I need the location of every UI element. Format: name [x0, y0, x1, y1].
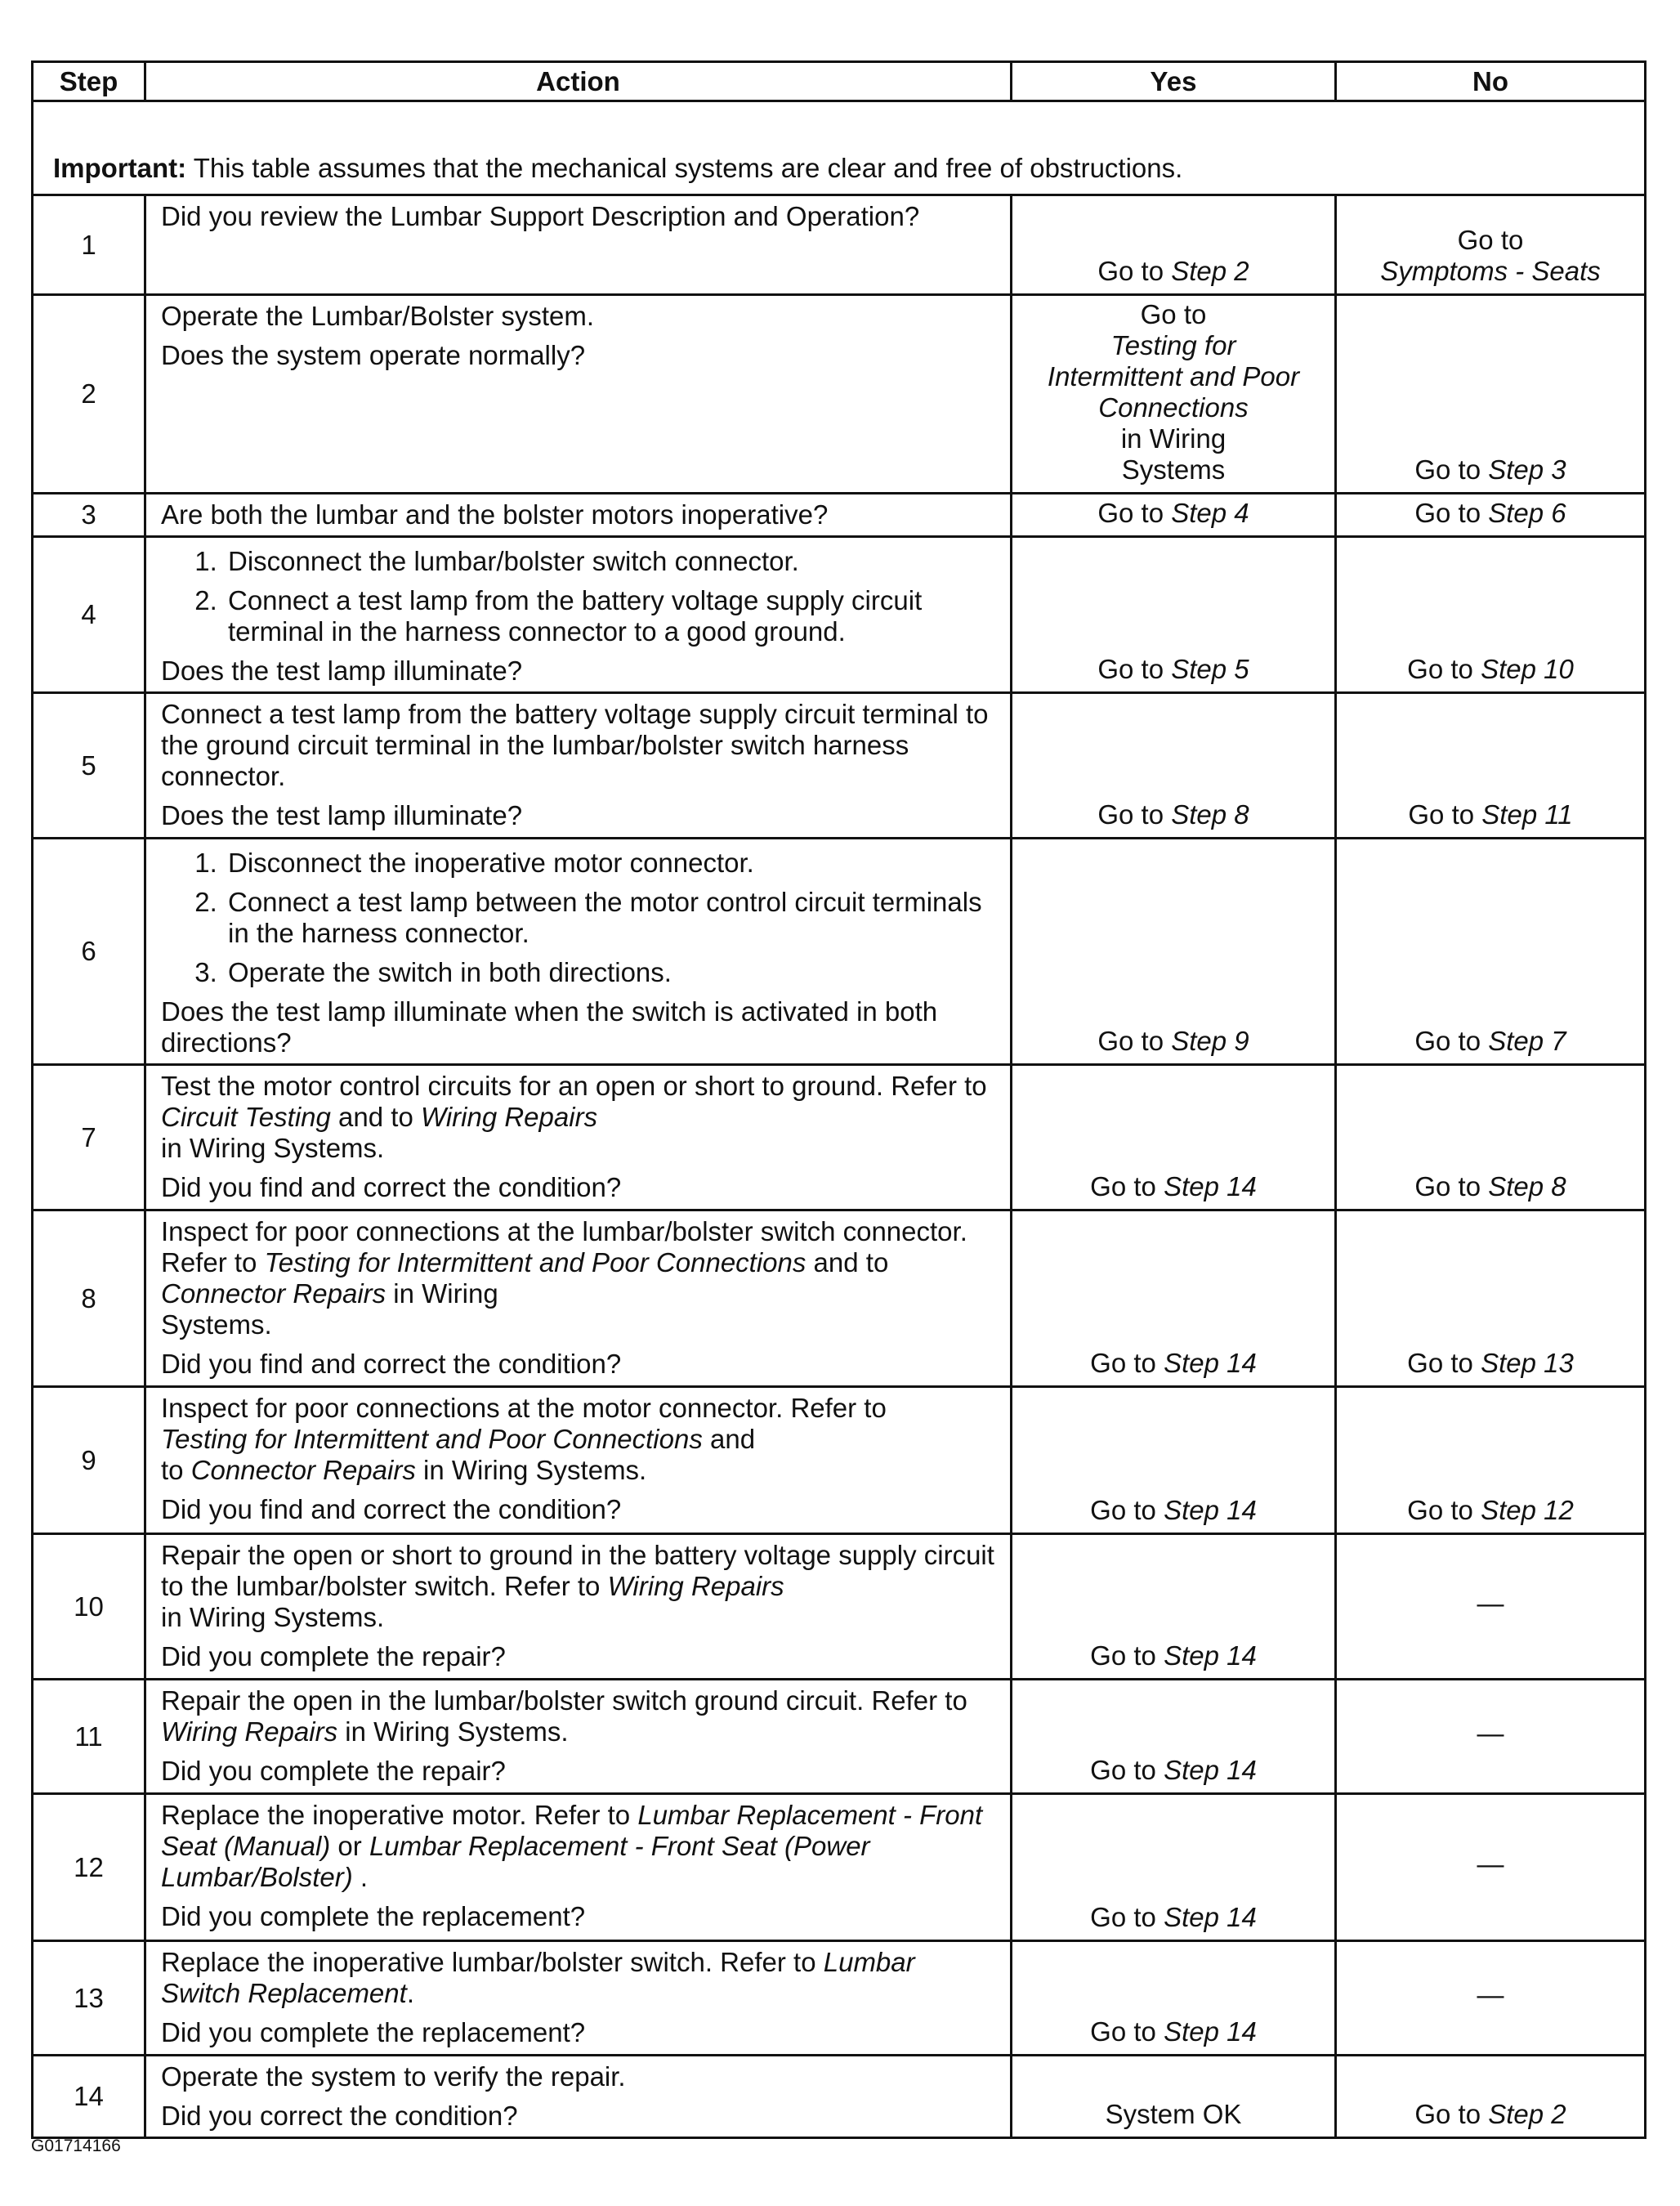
step-number: 7	[33, 1065, 145, 1210]
yes-line1-italic: Testing for	[1110, 330, 1236, 360]
no-dash: —	[1477, 1717, 1504, 1748]
no-cell	[1336, 195, 1646, 295]
yes-cell	[1012, 839, 1336, 1065]
step-number: 14	[33, 2056, 145, 2138]
question-text: Did you complete the repair?	[161, 1641, 506, 1671]
action-cell	[145, 693, 1012, 839]
step-number: 13	[33, 1941, 145, 2056]
instruction-text	[161, 1071, 995, 1164]
yes-step-ref: Step 14	[1164, 1348, 1257, 1378]
step-number: 9	[33, 1387, 145, 1534]
instruction-part: in Wiring Systems.	[161, 1133, 385, 1163]
no-cell	[1336, 693, 1646, 839]
action-cell	[145, 1794, 1012, 1941]
goto-text: Go to	[1408, 799, 1475, 830]
header-yes: Yes	[1012, 62, 1336, 101]
goto-text: Go to	[1090, 1495, 1156, 1525]
no-step-ref: Step 3	[1488, 454, 1566, 485]
no-step-ref: Step 11	[1481, 799, 1573, 830]
goto-text: Go to	[1407, 1495, 1473, 1525]
no-step-ref: Step 13	[1481, 1348, 1574, 1378]
instruction-part: in Wiring Systems.	[415, 1455, 647, 1485]
question-text: Did you complete the replacement?	[161, 2017, 586, 2047]
goto-text: Go to	[1090, 2016, 1156, 2047]
goto-text: Go to	[1097, 1026, 1164, 1056]
procedure-list	[161, 848, 995, 988]
instruction-part: Replace the inoperative motor. Refer to	[161, 1800, 638, 1830]
no-cell	[1336, 1210, 1646, 1387]
yes-line4: in Wiring	[1120, 423, 1226, 454]
goto-text: Go to	[1090, 1348, 1156, 1378]
no-step-ref: Step 6	[1488, 498, 1566, 528]
no-step-ref: Step 10	[1481, 654, 1574, 684]
goto-text: Go to	[1097, 654, 1164, 684]
action-cell	[145, 537, 1012, 693]
action-cell	[145, 1065, 1012, 1210]
no-step-ref: Step 12	[1481, 1495, 1574, 1525]
instruction-part: and	[702, 1424, 756, 1454]
procedure-item: 2. Connect a test lamp between the motor control circuit terminals in the harness connector.	[225, 887, 995, 949]
instruction-part: Test the motor control circuits for an open or short to ground. Refer to	[161, 1071, 987, 1101]
table-row	[33, 494, 1646, 537]
instruction-part: Replace the inoperative lumbar/bolster switch. Refer to	[161, 1947, 824, 1977]
yes-cell	[1012, 1387, 1336, 1534]
yes-step-ref: Step 14	[1164, 1902, 1257, 1932]
table-row	[33, 195, 1646, 295]
step-number: 2	[33, 295, 145, 494]
instruction-text	[161, 1685, 995, 1747]
reference-link: Testing for Intermittent and Poor Connections	[161, 1424, 703, 1454]
question-text: Does the test lamp illuminate when the switch is activated in both directions?	[161, 996, 938, 1058]
yes-cell	[1012, 537, 1336, 693]
goto-text: Go to	[1097, 799, 1164, 830]
question-text: Did you complete the replacement?	[161, 1901, 586, 1931]
goto-text: Go to	[1414, 498, 1481, 528]
question-text: Does the system operate normally?	[161, 340, 586, 370]
instruction-part: Inspect for poor connections at the lumbar/bolster switch connector. Refer to	[161, 1216, 967, 1278]
action-cell	[145, 195, 1012, 295]
yes-step-ref: Step 14	[1164, 1171, 1257, 1201]
yes-step-ref: Step 14	[1164, 1495, 1257, 1525]
important-note-row	[33, 101, 1646, 195]
no-line1: Go to	[1457, 225, 1524, 255]
instruction-text	[161, 1216, 995, 1340]
yes-step-ref: Step 14	[1164, 2016, 1257, 2047]
reference-link: Connector Repairs	[190, 1455, 416, 1485]
question-text: Did you correct the condition?	[161, 2101, 518, 2131]
step-number: 5	[33, 693, 145, 839]
table-row	[33, 1210, 1646, 1387]
yes-line1: Go to	[1140, 299, 1207, 329]
reference-link: Wiring Repairs	[161, 1716, 338, 1747]
step-number: 6	[33, 839, 145, 1065]
no-step-ref: Step 7	[1488, 1026, 1566, 1056]
yes-cell	[1012, 1534, 1336, 1680]
yes-step-ref: Step 5	[1171, 654, 1249, 684]
no-line2: Symptoms - Seats	[1380, 256, 1601, 286]
yes-line2: Intermittent and Poor	[1047, 361, 1300, 392]
step-number: 11	[33, 1680, 145, 1794]
instruction-part: and to	[806, 1247, 889, 1278]
instruction-part: .	[352, 1862, 369, 1892]
table-row	[33, 1680, 1646, 1794]
step-number: 12	[33, 1794, 145, 1941]
yes-cell	[1012, 693, 1336, 839]
goto-text: Go to	[1407, 1348, 1473, 1378]
yes-step-ref: Step 14	[1164, 1640, 1257, 1671]
yes-cell	[1012, 295, 1336, 494]
action-cell	[145, 1387, 1012, 1534]
no-dash: —	[1477, 1979, 1504, 2010]
goto-text: Go to	[1090, 1640, 1156, 1671]
no-cell	[1336, 1065, 1646, 1210]
question-text: Did you complete the repair?	[161, 1756, 506, 1786]
no-cell	[1336, 2056, 1646, 2138]
action-cell	[145, 1534, 1012, 1680]
instruction-part: Repair the open in the lumbar/bolster switch ground circuit. Refer to	[161, 1685, 967, 1716]
instruction-part: and to	[330, 1102, 421, 1132]
goto-text: Go to	[1097, 498, 1164, 528]
reference-link: Circuit Testing	[161, 1102, 331, 1132]
yes-cell	[1012, 494, 1336, 537]
instruction-text: Connect a test lamp from the battery voltage supply circuit terminal to the ground circuit terminal in the lumbar/bolster switch harness connector.	[161, 699, 989, 791]
instruction-text: Operate the system to verify the repair.	[161, 2061, 626, 2092]
yes-cell	[1012, 1794, 1336, 1941]
no-cell	[1336, 839, 1646, 1065]
reference-link: Wiring Repairs	[420, 1102, 598, 1132]
diagnostic-table	[31, 60, 1646, 2139]
table-row	[33, 693, 1646, 839]
action-cell	[145, 1680, 1012, 1794]
header-step: Step	[33, 62, 145, 101]
yes-step-ref: Step 8	[1171, 799, 1249, 830]
instruction-text	[161, 1800, 995, 1893]
table-row	[33, 839, 1646, 1065]
no-step-ref: Step 8	[1488, 1171, 1566, 1201]
table-row	[33, 537, 1646, 693]
yes-step-ref: Step 9	[1171, 1026, 1249, 1056]
goto-text: Go to	[1097, 256, 1164, 286]
instruction-part: Inspect for poor connections at the motor connector. Refer to	[161, 1393, 887, 1423]
yes-step-ref: Step 14	[1164, 1755, 1257, 1785]
action-cell	[145, 1210, 1012, 1387]
yes-line5: Systems	[1121, 454, 1226, 485]
no-cell	[1336, 1680, 1646, 1794]
instruction-text	[161, 1947, 995, 2009]
instruction-part: to	[161, 1455, 191, 1485]
reference-link: Lumbar Replacement - Front Seat (Manual)	[161, 1800, 983, 1861]
step-number: 4	[33, 537, 145, 693]
step-number: 10	[33, 1534, 145, 1680]
no-cell	[1336, 295, 1646, 494]
no-dash: —	[1477, 1848, 1504, 1879]
action-cell	[145, 1941, 1012, 2056]
no-step-ref: Step 2	[1488, 2099, 1566, 2129]
question-text: Did you find and correct the condition?	[161, 1349, 622, 1379]
table-row	[33, 295, 1646, 494]
yes-cell	[1012, 195, 1336, 295]
no-dash: —	[1477, 1587, 1504, 1618]
action-cell	[145, 2056, 1012, 2138]
goto-text: Go to	[1407, 654, 1473, 684]
procedure-item: 1. Disconnect the lumbar/bolster switch connector.	[225, 546, 995, 577]
procedure-item: 2. Connect a test lamp from the battery voltage supply circuit terminal in the harness connector to a good ground.	[225, 585, 995, 647]
question-text: Are both the lumbar and the bolster motors inoperative?	[161, 499, 829, 530]
no-cell	[1336, 1941, 1646, 2056]
yes-step-ref: Step 4	[1171, 498, 1249, 528]
instruction-text	[161, 1393, 995, 1486]
table-row	[33, 1794, 1646, 1941]
procedure-item: 1. Disconnect the inoperative motor connector.	[225, 848, 995, 879]
reference-link: Testing for Intermittent and Poor Connections	[264, 1247, 806, 1278]
instruction-text: Operate the Lumbar/Bolster system.	[161, 301, 595, 331]
yes-cell	[1012, 1941, 1336, 2056]
yes-cell	[1012, 1210, 1336, 1387]
reference-link: Wiring Repairs	[607, 1571, 784, 1601]
yes-cell	[1012, 1680, 1336, 1794]
goto-text: Go to	[1414, 1171, 1481, 1201]
important-label: Important:	[53, 153, 187, 183]
goto-text: Go to	[1090, 1171, 1156, 1201]
no-cell	[1336, 1794, 1646, 1941]
instruction-part: Systems.	[161, 1309, 272, 1340]
goto-text: Go to	[1090, 1902, 1156, 1932]
action-cell	[145, 295, 1012, 494]
question-text: Did you find and correct the condition?	[161, 1494, 622, 1524]
header-row	[33, 62, 1646, 101]
reference-link: Lumbar Switch Replacement	[161, 1947, 915, 2008]
yes-line3: Connections	[1098, 392, 1249, 423]
action-cell	[145, 839, 1012, 1065]
important-text: This table assumes that the mechanical systems are clear and free of obstructions.	[186, 153, 1183, 183]
question-text: Does the test lamp illuminate?	[161, 656, 523, 686]
reference-link: Connector Repairs	[161, 1278, 386, 1309]
important-note	[33, 101, 1646, 195]
instruction-part: Repair the open or short to ground in the battery voltage supply circuit to the lumbar/bolster switch. Refer to	[161, 1540, 994, 1601]
instruction-part: in Wiring	[386, 1278, 498, 1309]
reference-link: Lumbar Replacement - Front Seat (Power Lumbar/Bolster)	[161, 1831, 870, 1892]
header-no: No	[1336, 62, 1646, 101]
question-text: Did you review the Lumbar Support Description and Operation?	[161, 201, 920, 231]
yes-cell	[1012, 2056, 1336, 2138]
procedure-list	[161, 546, 995, 647]
table-row	[33, 1941, 1646, 2056]
table-row	[33, 1387, 1646, 1534]
no-cell	[1336, 1387, 1646, 1534]
no-cell	[1336, 537, 1646, 693]
step-number: 1	[33, 195, 145, 295]
goto-text: Go to	[1414, 1026, 1481, 1056]
no-cell	[1336, 494, 1646, 537]
goto-text: Go to	[1414, 454, 1481, 485]
instruction-text	[161, 1540, 995, 1633]
no-cell	[1336, 1534, 1646, 1680]
yes-step-ref: Step 2	[1171, 256, 1249, 286]
step-number: 8	[33, 1210, 145, 1387]
procedure-item: 3. Operate the switch in both directions.	[225, 957, 995, 988]
question-text: Does the test lamp illuminate?	[161, 800, 523, 830]
figure-id: G01714166	[31, 2137, 121, 2155]
question-text: Did you find and correct the condition?	[161, 1172, 622, 1202]
instruction-part: in Wiring Systems.	[337, 1716, 569, 1747]
yes-cell	[1012, 1065, 1336, 1210]
header-action: Action	[145, 62, 1012, 101]
goto-text: Go to	[1414, 2099, 1481, 2129]
table-row	[33, 1065, 1646, 1210]
yes-result: System OK	[1105, 2099, 1242, 2129]
table-row	[33, 1534, 1646, 1680]
instruction-part: in Wiring Systems.	[161, 1602, 385, 1632]
goto-text: Go to	[1090, 1755, 1156, 1785]
table-row	[33, 2056, 1646, 2138]
instruction-part: or	[330, 1831, 369, 1861]
instruction-part: .	[406, 1978, 414, 2008]
step-number: 3	[33, 494, 145, 537]
action-cell	[145, 494, 1012, 537]
